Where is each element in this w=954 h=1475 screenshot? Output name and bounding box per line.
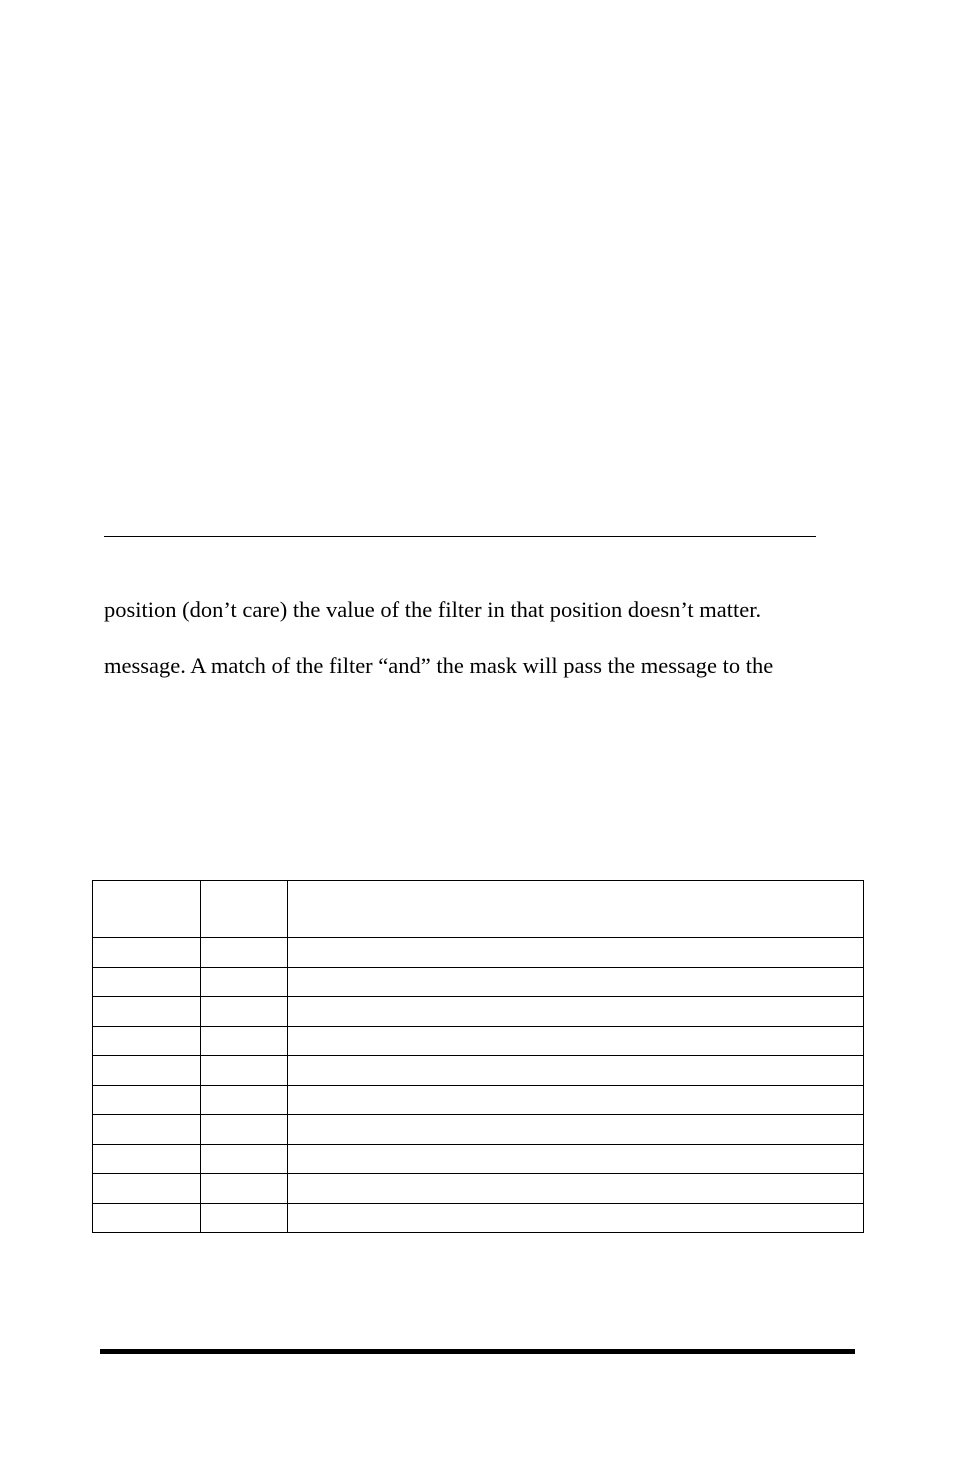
- table-cell: [201, 1085, 288, 1115]
- table-cell: [201, 997, 288, 1027]
- table-row: [93, 1203, 864, 1233]
- table-row: [93, 1085, 864, 1115]
- table-cell: [288, 967, 864, 997]
- table-row: [93, 1056, 864, 1086]
- table-cell: [288, 1144, 864, 1174]
- table-cell: [93, 938, 201, 968]
- table-cell: [201, 1056, 288, 1086]
- table-row: [93, 1115, 864, 1145]
- table-cell: [201, 1174, 288, 1204]
- header-cell: [201, 881, 288, 938]
- table-cell: [201, 1144, 288, 1174]
- table-cell: [288, 938, 864, 968]
- table-cell: [288, 1056, 864, 1086]
- table-cell: [93, 1056, 201, 1086]
- header-cell: [93, 881, 201, 938]
- table-cell: [93, 1174, 201, 1204]
- header-cell: [288, 881, 864, 938]
- paragraph-line: message. A match of the filter “and” the mask will pass the message to the: [104, 653, 774, 678]
- table-cell: [201, 938, 288, 968]
- table-cell: [93, 967, 201, 997]
- footer-rule: [100, 1349, 855, 1354]
- table-cell: [93, 1115, 201, 1145]
- table-cell: [288, 1026, 864, 1056]
- table-cell: [288, 1115, 864, 1145]
- filter-mask-table: [92, 880, 864, 1233]
- table-row: [93, 1144, 864, 1174]
- table-cell: [93, 1144, 201, 1174]
- table-row: [93, 1026, 864, 1056]
- section-divider: [104, 536, 816, 537]
- table-cell: [288, 997, 864, 1027]
- table-cell: [93, 997, 201, 1027]
- table-row: [93, 997, 864, 1027]
- table-row: [93, 938, 864, 968]
- table-cell: [201, 1026, 288, 1056]
- table-cell: [201, 1203, 288, 1233]
- table-row: [93, 967, 864, 997]
- table-cell: [93, 1026, 201, 1056]
- table-cell: [93, 1085, 201, 1115]
- table-cell: [201, 967, 288, 997]
- table-row: [93, 1174, 864, 1204]
- table-cell: [93, 1203, 201, 1233]
- table-cell: [201, 1115, 288, 1145]
- table-cell: [288, 1174, 864, 1204]
- table-header-row: [93, 881, 864, 938]
- table-cell: [288, 1085, 864, 1115]
- table-cell: [288, 1203, 864, 1233]
- paragraph-line: position (don’t care) the value of the filter in that position doesn’t matter.: [104, 597, 762, 622]
